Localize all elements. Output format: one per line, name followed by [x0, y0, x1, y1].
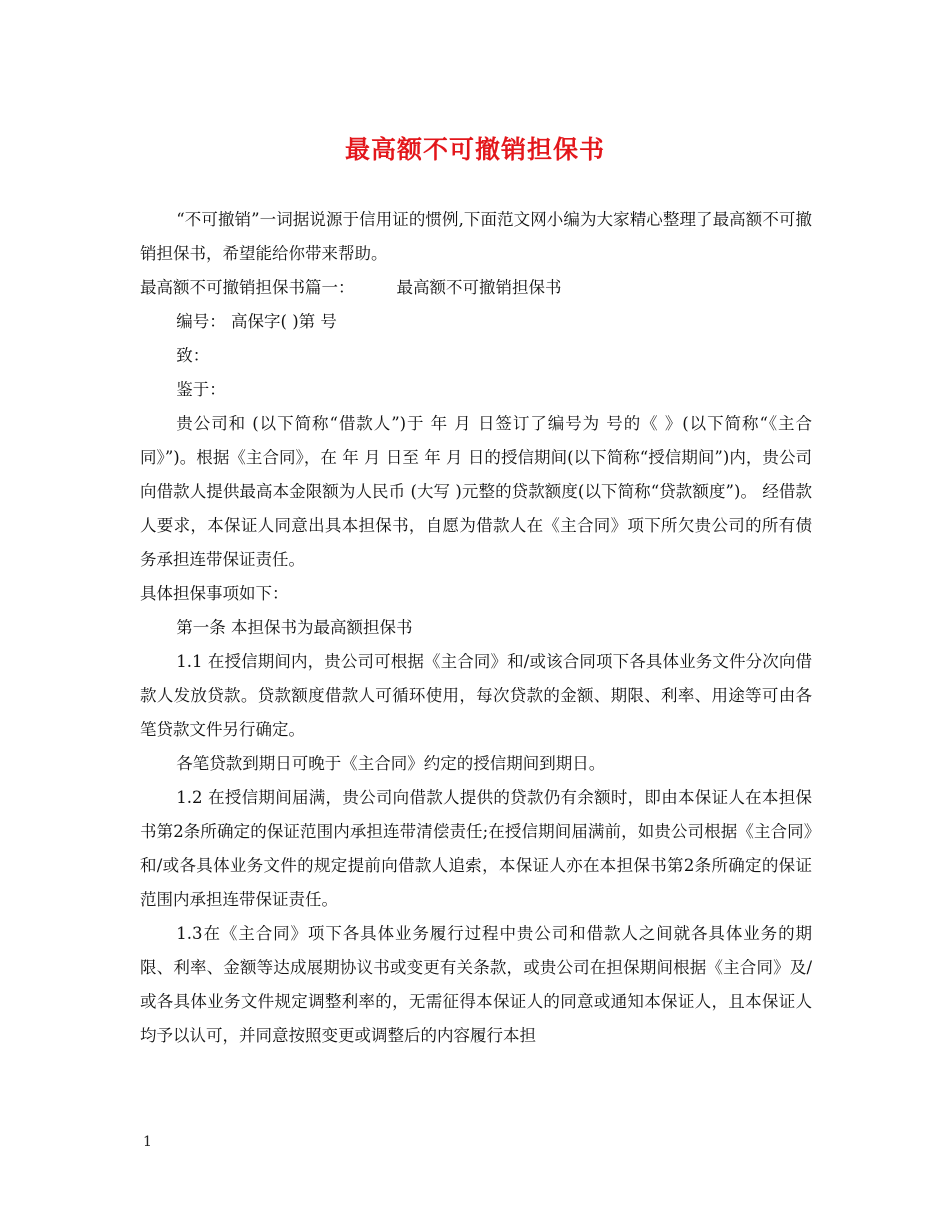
clause-1-1-continuation: 各笔贷款到期日可晚于《主合同》约定的授信期间到期日。 — [176, 754, 606, 773]
whereas-line: 鉴于： — [176, 380, 226, 399]
serial-number-line: 编号： 高保字( )第 号 — [176, 312, 337, 331]
specifics-line: 具体担保事项如下： — [140, 584, 289, 603]
document-body — [140, 203, 812, 1053]
clause-1-2: 1.2 在授信期间届满，贵公司向借款人提供的贷款仍有余额时，即由本保证人在本担保书第2条所确定的保证范围内承担连带清偿责任;在授信期间届满前，如贵公司根据《主合同》和/或各具体业务文件的规定提前向借款人追索，本保证人亦在本担保书第2条所确定的保证范围内承担连带保证责任。 — [140, 788, 812, 909]
addressee-line: 致： — [176, 346, 210, 365]
clause-1-1: 1.1 在授信期间内，贵公司可根据《主合同》和/或该合同项下各具体业务文件分次向借款人发放贷款。贷款额度借款人可循环使用，每次贷款的金额、期限、利率、用途等可由各笔贷款文件另行确定。 — [140, 652, 812, 739]
section-heading — [140, 271, 812, 305]
page-number: 1 — [143, 1134, 152, 1150]
section-heading-left: 最高额不可撤销担保书篇一： — [140, 278, 355, 297]
clause-1-3: 1.3在《主合同》项下各具体业务履行过程中贵公司和借款人之间就各具体业务的期限、利率、金额等达成展期协议书或变更有关条款，或贵公司在担保期间根据《主合同》及/或各具体业务文件规定调整利率的，无需征得本保证人的同意或通知本保证人，且本保证人均予以认可，并同意按照变更或调整后的内容履行本担 — [140, 924, 812, 1045]
intro-paragraph: “不可撤销”一词据说源于信用证的惯例,下面范文网小编为大家精心整理了最高额不可撤销担保书，希望能给你带来帮助。 — [140, 210, 812, 263]
section-heading-right: 最高额不可撤销担保书 — [396, 278, 562, 297]
document-title: 最高额不可撤销担保书 — [344, 135, 605, 164]
whereas-paragraph: 贵公司和 (以下简称“借款人”)于 年 月 日签订了编号为 号的《 》(以下简称“《主合同》”)。根据《主合同》，在 年 月 日至 年 月 日的授信期间(以下简称“授信期间”)内，贵公司向借款人提供最高本金限额为人民币 (大写 )元整的贷款额度(以下简称“贷款额度”)。 经借款人要求，本保证人同意出具本担保书，自愿为借款人在《主合同》项下所欠贵公司的所有债务承担连带保证责任。 — [140, 414, 812, 569]
article-one-heading: 第一条 本担保书为最高额担保书 — [176, 618, 413, 637]
